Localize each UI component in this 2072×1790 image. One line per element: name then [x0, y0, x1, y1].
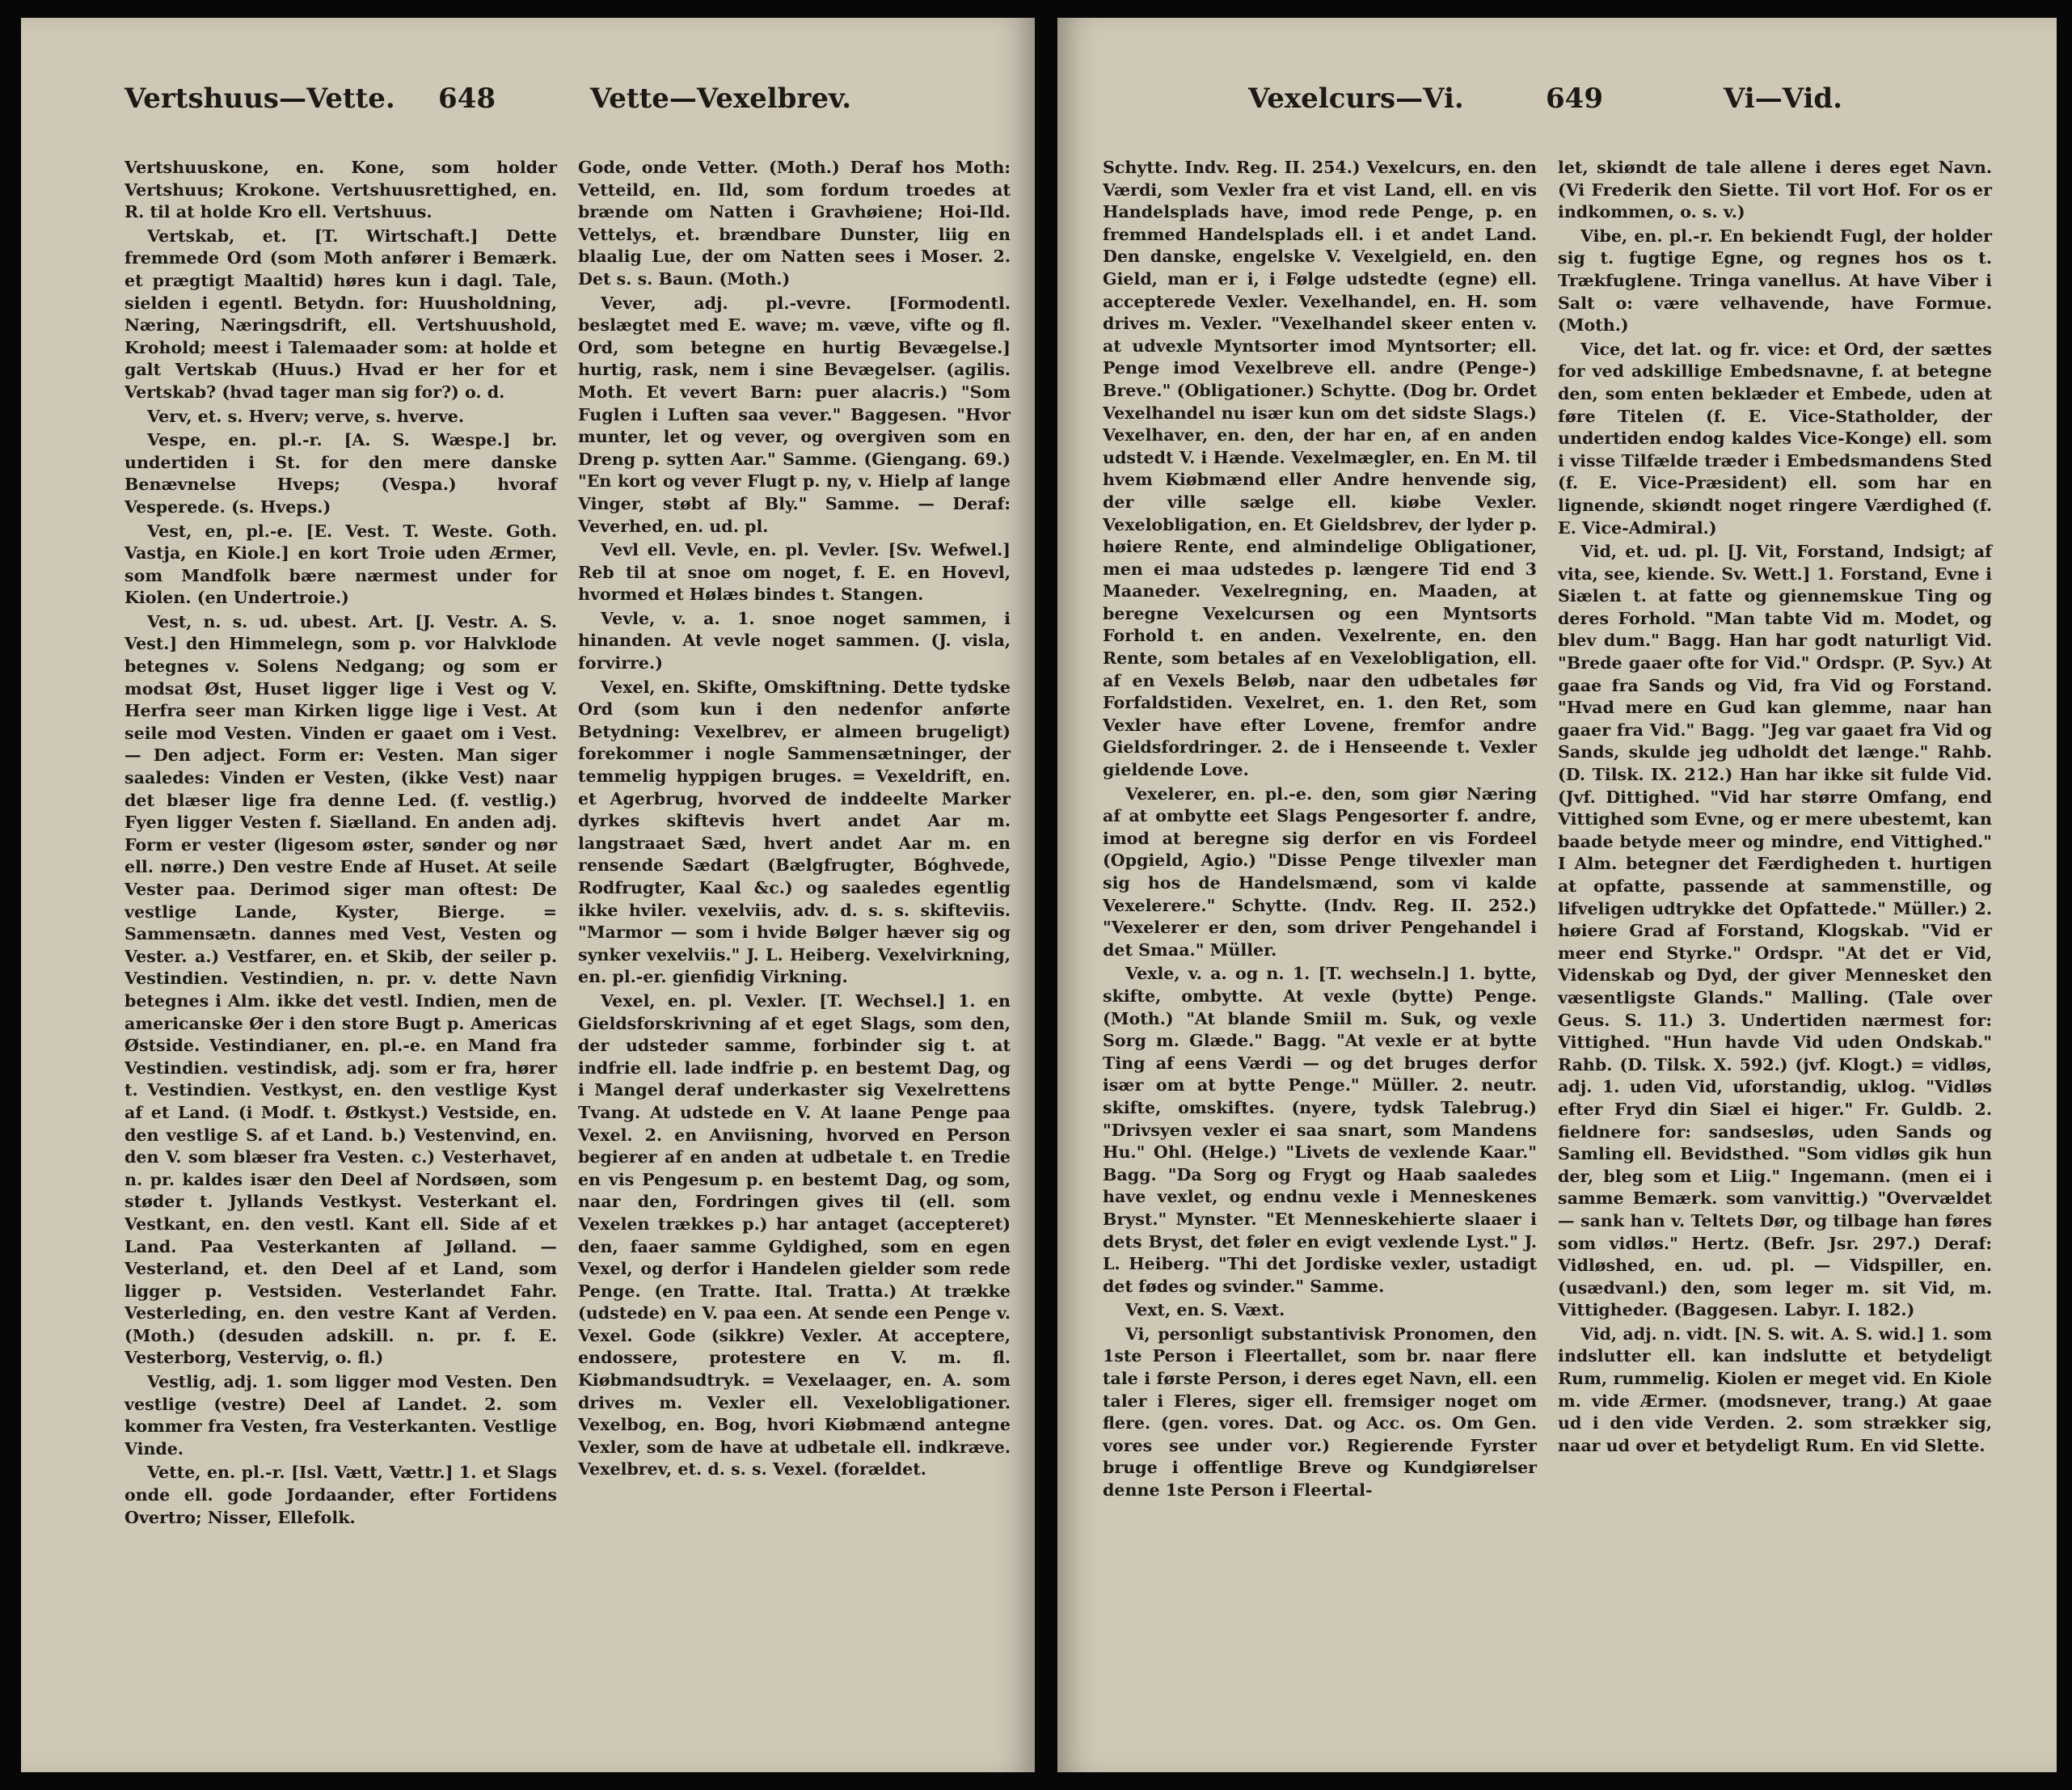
- header-guide-word-right: Vette—Vexelbrev.: [590, 82, 852, 115]
- dictionary-entry: Vext, en. S. Væxt.: [1125, 1300, 1285, 1320]
- dictionary-entry: let, skiøndt de tale allene i deres eget Navn. (Vi Frederik den Siette. Til vort Hof. For os er indkommen, o. s. v.): [1558, 158, 1992, 222]
- right-page: [1057, 18, 2057, 1772]
- dictionary-entry: Vertshuuskone, en. Kone, som holder Vertshuus; Krokone. Vertshuusrettighed, en. R. til at holde Kro ell. Vertshuus.: [124, 158, 557, 222]
- dictionary-entry: Vette, en. pl.-r. [Isl. Vætt, Vættr.] 1. et Slags onde ell. gode Jordaander, efter Fortidens Overtro; Nisser, Ellefolk.: [124, 1463, 557, 1527]
- dictionary-entry: Vexel, en. pl. Vexler. [T. Wechsel.] 1. en Gieldsforskrivning af et eget Slags, som den, der udsteder samme, forbinder sig t. at indfrie ell. lade indfrie p. en bestemt Dag, og i Mangel deraf underkaster sig Vexelrettens Tvang. At udstede en V. At laane Penge paa Vexel. 2. en Anviisning, hvorved en Person begierer af en anden at udbetale t. en Tredie en vis Pengesum p. en bestemt Dag, og som, naar den, Fordringen gives til (ell. som Vexelen trækkes p.) har antaget (accepteret) den, faaer samme Gyldighed, som en egen Vexel, og derfor i Handelen gielder som rede Penge. (en Tratte. Ital. Tratta.) At trække (udstede) en V. paa een. At sende een Penge v. Vexel. Gode (sikkre) Vexler. At acceptere, endossere, protestere en V. m. fl. Kiøbmandsudtryk. = Vexelaager, en. A. som drives m. Vexler ell. Vexelobligationer. Vexelbog, en. Bog, hvori Kiøbmænd antegne Vexler, som de have at udbetale ell. indkræve. Vexelbrev, et. d. s. s. Vexel. (forældet.: [578, 990, 1011, 1480]
- dictionary-entry: Vexelerer, en. pl.-e. den, som giør Næring af at ombytte eet Slags Pengesorter f. andre, imod at beregne sig derfor en vis Fordeel (Opgield, Agio.) "Disse Penge tilvexler man sig hos de Handelsmænd, som vi kalde Vexelerere." Schytte. (Indv. Reg. II. 252.) "Vexelerer er den, som driver Pengehandel i det Smaa." Müller.: [1103, 783, 1537, 960]
- dictionary-entry: Verv, et. s. Hverv; verve, s. hverve.: [147, 406, 465, 426]
- dictionary-entry: Vest, n. s. ud. ubest. Art. [J. Vestr. A. S. Vest.] den Himmelegn, som p. vor Halvklode betegnes v. Solens Nedgang; og som er modsat Øst, Huset ligger lige i Vest og V. Herfra seer man Kirken ligge lige i Vest. At seile mod Vesten. Vinden er gaaet om i Vest. — Den adject. Form er: Vesten. Man siger saaledes: Vinden er Vesten, (ikke Vest) naar det blæser lige fra denne Led. (f. vestlig.) Fyen ligger Vesten f. Siælland. En anden adj. Form er vester (ligesom øster, sønder og nør ell. nørre.) Den vestre Ende af Huset. At seile Vester paa. Derimod siger man oftest: De vestlige Lande, Kyster, Bierge. = Sammensætn. dannes med Vest, Vesten og Vester. a.) Vestfarer, en. et Skib, der seiler p. Vestindien. Vestindien, n. pr. v. dette Navn betegnes i Alm. ikke det vestl. Indien, men de americanske Øer i den store Bugt p. Americas Østside. Vestindianer, en. pl.-e. en Mand fra Vestindien. vestindisk, adj. som er fra, hører t. Vestindien. Vestkyst, en. den vestlige Kyst af et Land. (i Modf. t. Østkyst.) Vestside, en. den vestlige S. af et Land. b.) Vestenvind, en. den V. som blæser fra Vesten. c.) Vesterhavet, n. pr. kaldes især den Deel af Nordsøen, som støder t. Jyllands Vestkyst. Vesterkant el. Vestkant, en. den vestl. Kant ell. Side af et Land. Paa Vesterkanten af Jølland. — Vesterland, et. den Deel af et Land, som ligger p. Vestsiden. Vesterlandet Fahr. Vesterleding, en. den vestre Kant af Verden. (Moth.) (desuden adskill. n. pr. f. E. Vesterborg, Vestervig, o. fl.): [124, 611, 557, 1368]
- dictionary-entry: Vest, en, pl.-e. [E. Vest. T. Weste. Goth. Vastja, en Kiole.] en kort Troie uden Ærmer, som Mandfolk bære nærmest under for Kiolen. (en Undertroie.): [124, 521, 557, 608]
- dictionary-entry: Gode, onde Vetter. (Moth.) Deraf hos Moth: Vetteild, en. Ild, som fordum troedes at brænde om Natten i Gravhøiene; Hoi-Ild. Vettelys, et. brændbare Dunster, liig en blaalig Lue, der om Natten sees i Moser. 2. Det s. s. Baun. (Moth.): [578, 158, 1011, 289]
- text-column-1: [124, 157, 557, 1530]
- header-guide-word-right: Vi—Vid.: [1724, 82, 1843, 115]
- dictionary-entry: Vevle, v. a. 1. snoe noget sammen, i hinanden. At vevle noget sammen. (J. visla, forvirre.): [578, 608, 1011, 673]
- dictionary-entry: Vever, adj. pl.-vevre. [Formodentl. beslægtet med E. wave; m. væve, vifte og fl. Ord, som betegne en hurtig Bevægelse.] hurtig, rask, nem i sine Bevægelser. (agilis. Moth. Et vevert Barn: puer alacris.) "Som Fuglen i Luften saa vever." Baggesen. "Hvor munter, let og vever, og overgiven som en Dreng p. sytten Aar." Samme. (Giengang. 69.) "En kort og vever Flugt p. ny, v. Hielp af lange Vinger, støbt af Bly." Samme. — Deraf: Veverhed, en. ud. pl.: [578, 293, 1011, 536]
- left-page: [21, 18, 1035, 1772]
- page-number: 649: [1546, 82, 1603, 115]
- dictionary-entry: Vespe, en. pl.-r. [A. S. Wæspe.] br. undertiden i St. for den mere danske Benævnelse Hveps; (Vespa.) hvoraf Vesperede. (s. Hveps.): [124, 430, 557, 517]
- text-column-2: [578, 157, 1011, 1530]
- dictionary-entry: Vertskab, et. [T. Wirtschaft.] Dette fremmede Ord (som Moth anfører i Bemærk. et prægtigt Maaltid) høres kun i dagl. Tale, sielden i egentl. Betydn. for: Huusholdning, Næring, Næringsdrift, ell. Vertshuushold, Krohold; meest i Talemaader som: at holde et galt Vertskab (Huus.) Hvad er her for et Vertskab? (hvad tager man sig for?) o. d.: [124, 226, 557, 402]
- header-guide-word-left: Vertshuus—Vette.: [124, 82, 395, 115]
- header-guide-word-left: Vexelcurs—Vi.: [1248, 82, 1464, 115]
- text-column-3: [1103, 157, 1537, 1504]
- running-header: [1103, 82, 1992, 139]
- text-column-4: [1558, 157, 1992, 1504]
- dictionary-entry: Vexle, v. a. og n. 1. [T. wechseln.] 1. bytte, skifte, ombytte. At vexle (bytte) Penge. (Moth.) "At blande Smiil m. Suk, og vexle Sorg m. Glæde." Bagg. "At vexle er at bytte Ting af eens Værdi — og det bruges derfor især om at bytte Penge." Müller. 2. neutr. skifte, omskiftes. (nyere, tydsk Talebrug.) "Drivsyen vexler ei saa snart, som Mandens Hu." Ohl. (Helge.) "Livets de vexlende Kaar." Bagg. "Da Sorg og Frygt og Haab saaledes have vexlet, og endnu vexle i Menneskenes Bryst." Mynster. "Et Menneskehierte slaaer i dets Bryst, det føler en evigt vexlende Lyst." J. L. Heiberg. "Thi det Jordiske vexler, ustadigt det fødes og svinder." Samme.: [1103, 964, 1537, 1296]
- dictionary-entry: Vid, et. ud. pl. [J. Vit, Forstand, Indsigt; af vita, see, kiende. Sv. Wett.] 1. Forstand, Evne i Siælen t. at fatte og giennemskue Ting og deres Forhold. "Man tabte Vid m. Modet, og blev dum." Bagg. Han har godt naturligt Vid. "Brede gaaer ofte for Vid." Ordspr. (P. Syv.) At gaae fra Sands og Vid, fra Vid og Forstand. "Hvad mere en Gud kan glemme, naar han gaaer fra Vid." Bagg. "Jeg var gaaet fra Vid og Sands, skulde jeg udholdt det længe." Rahb. (D. Tilsk. IX. 212.) Han har ikke sit fulde Vid. (Jvf. Dittighed. "Vid har større Omfang, end Vittighed som Evne, og er mere ubestemt, kan baade betyde meer og mindre, end Vittighed." I Alm. betegner det Færdigheden t. hurtigen at opfatte, passende at sammenstille, og lifveligen udtrykke det Opfattede." Müller.) 2. høiere Grad af Forstand, Klogskab. "Vid er meer end Styrke." Ordspr. "At det er Vid, Videnskab og Dyd, der giver Mennesket den væsentligste Glands." Malling. (Tale over Geus. S. 11.) 3. Undertiden nærmest for: Vittighed. "Hun havde Vid uden Ondskab." Rahb. (D. Tilsk. X. 592.) (jvf. Klogt.) = vidløs, adj. 1. uden Vid, uforstandig, uklog. "Vidløs efter Fryd din Siæl ei higer." Fr. Guldb. 2. fieldnere for: sandsesløs, uden Sands og Samling ell. Bevidsthed. "Som vidløs gik hun der, bleg som et Liig." Ingemann. (men ei i samme Bemærk. som vanvittig.) "Overvældet — sank han v. Teltets Dør, og tilbage han føres som vidløs." Hertz. (Befr. Jsr. 297.) Deraf: Vidløshed, en. ud. pl. — Vidspiller, en. (usædvanl.) den, som leger m. sit Vid, m. Vittigheder. (Baggesen. Labyr. I. 182.): [1558, 542, 1992, 1320]
- dictionary-entry: Vibe, en. pl.-r. En bekiendt Fugl, der holder sig t. fugtige Egne, og regnes hos os t. Trækfuglene. Tringa vanellus. At have Viber i Salt o: være velhavende, have Formue. (Moth.): [1558, 226, 1992, 336]
- dictionary-entry: Vestlig, adj. 1. som ligger mod Vesten. Den vestlige (vestre) Deel af Landet. 2. som kommer fra Vesten, fra Vesterkanten. Vestlige Vinde.: [124, 1372, 557, 1459]
- dictionary-entry: Vid, adj. n. vidt. [N. S. wit. A. S. wid.] 1. som indslutter ell. kan indslutte et betydeligt Rum, rummelig. Kiolen er meget vid. En Kiole m. vide Ærmer. (modsnever, trang.) At gaae ud i den vide Verden. 2. som strækker sig, naar ud over et betydeligt Rum. En vid Slette.: [1558, 1324, 1992, 1455]
- dictionary-entry: Vevl ell. Vevle, en. pl. Vevler. [Sv. Wefwel.] Reb til at snoe om noget, f. E. en Hovevl, hvormed et Hølæs bindes t. Stangen.: [578, 540, 1011, 605]
- page-number: 648: [438, 82, 496, 115]
- dictionary-entry: Schytte. Indv. Reg. II. 254.) Vexelcurs, en. den Værdi, som Vexler fra et vist Land, ell. en vis Handelsplads have, imod rede Penge, p. en fremmed Handelsplads ell. i et andet Land. Den danske, engelske V. Vexelgield, en. den Gield, man er i, i Følge udstedte (egne) ell. accepterede Vexler. Vexelhandel, en. H. som drives m. Vexler. "Vexelhandel skeer enten v. at udvexle Myntsorter imod Myntsorter; ell. Penge imod Vexelbreve ell. andre (Penge-) Breve." (Obligationer.) Schytte. (Dog br. Ordet Vexelhandel nu især kun om det sidste Slags.) Vexelhaver, en. den, der har en, af en anden udstedt V. i Hænde. Vexelmægler, en. En M. til hvem Kiøbmænd eller Andre henvende sig, der ville sælge ell. kiøbe Vexler. Vexelobligation, en. Et Gieldsbrev, der lyder p. høiere Rente, end almindelige Obligationer, men ei maa udstedes p. længere Tid end 3 Maaneder. Vexelregning, en. Maaden, at beregne Vexelcursen og een Myntsorts Forhold t. en anden. Vexelrente, en. den Rente, som betales af en Vexelobligation, ell. af en Vexels Beløb, naar den udbetales før Forfaldstiden. Vexelret, en. 1. den Ret, som Vexler have efter Lovene, fremfor andre Gieldsfordringer. 2. de i Henseende t. Vexler gieldende Love.: [1103, 158, 1537, 780]
- dictionary-entry: Vice, det lat. og fr. vice: et Ord, der sættes for ved adskillige Embedsnavne, f. at betegne den, som enten beklæder et Embede, uden at føre Titelen (f. E. Vice-Statholder, der undertiden endog kaldes Vice-Konge) ell. som i visse Tilfælde træder i Embedsmandens Sted (f. E. Vice-Præsident) ell. som har en lignende, skiøndt noget ringere Værdighed (f. E. Vice-Admiral.): [1558, 339, 1992, 538]
- dictionary-entry: Vi, personligt substantivisk Pronomen, den 1ste Person i Fleertallet, som br. naar flere tale i første Person, i deres eget Navn, ell. een taler i Fleres, siger ell. fremsiger noget om flere. (gen. vores. Dat. og Acc. os. Om Gen. vores see under vor.) Regierende Fyrster bruge i offentlige Breve og Kundgiørelser denne 1ste Person i Fleertal-: [1103, 1324, 1537, 1501]
- dictionary-entry: Vexel, en. Skifte, Omskiftning. Dette tydske Ord (som kun i den nedenfor anførte Betydning: Vexelbrev, er almeen brugeligt) forekommer i nogle Sammensætninger, der temmelig hyppigen bruges. = Vexeldrift, en. et Agerbrug, hvorved de inddeelte Marker dyrkes skiftevis hvert andet Aar m. langstraaet Sæd, hvert andet Aar m. en rensende Sædart (Bælgfrugter, Bóghvede, Rodfrugter, Kaal &c.) og saaledes egentlig ikke hviler. vexelviis, adv. d. s. s. skifteviis. "Marmor — som i hvide Bølger hæver sig og synker vexelviis." J. L. Heiberg. Vexelvirkning, en. pl.-er. gienfidig Virkning.: [578, 677, 1011, 987]
- running-header: [124, 82, 1011, 139]
